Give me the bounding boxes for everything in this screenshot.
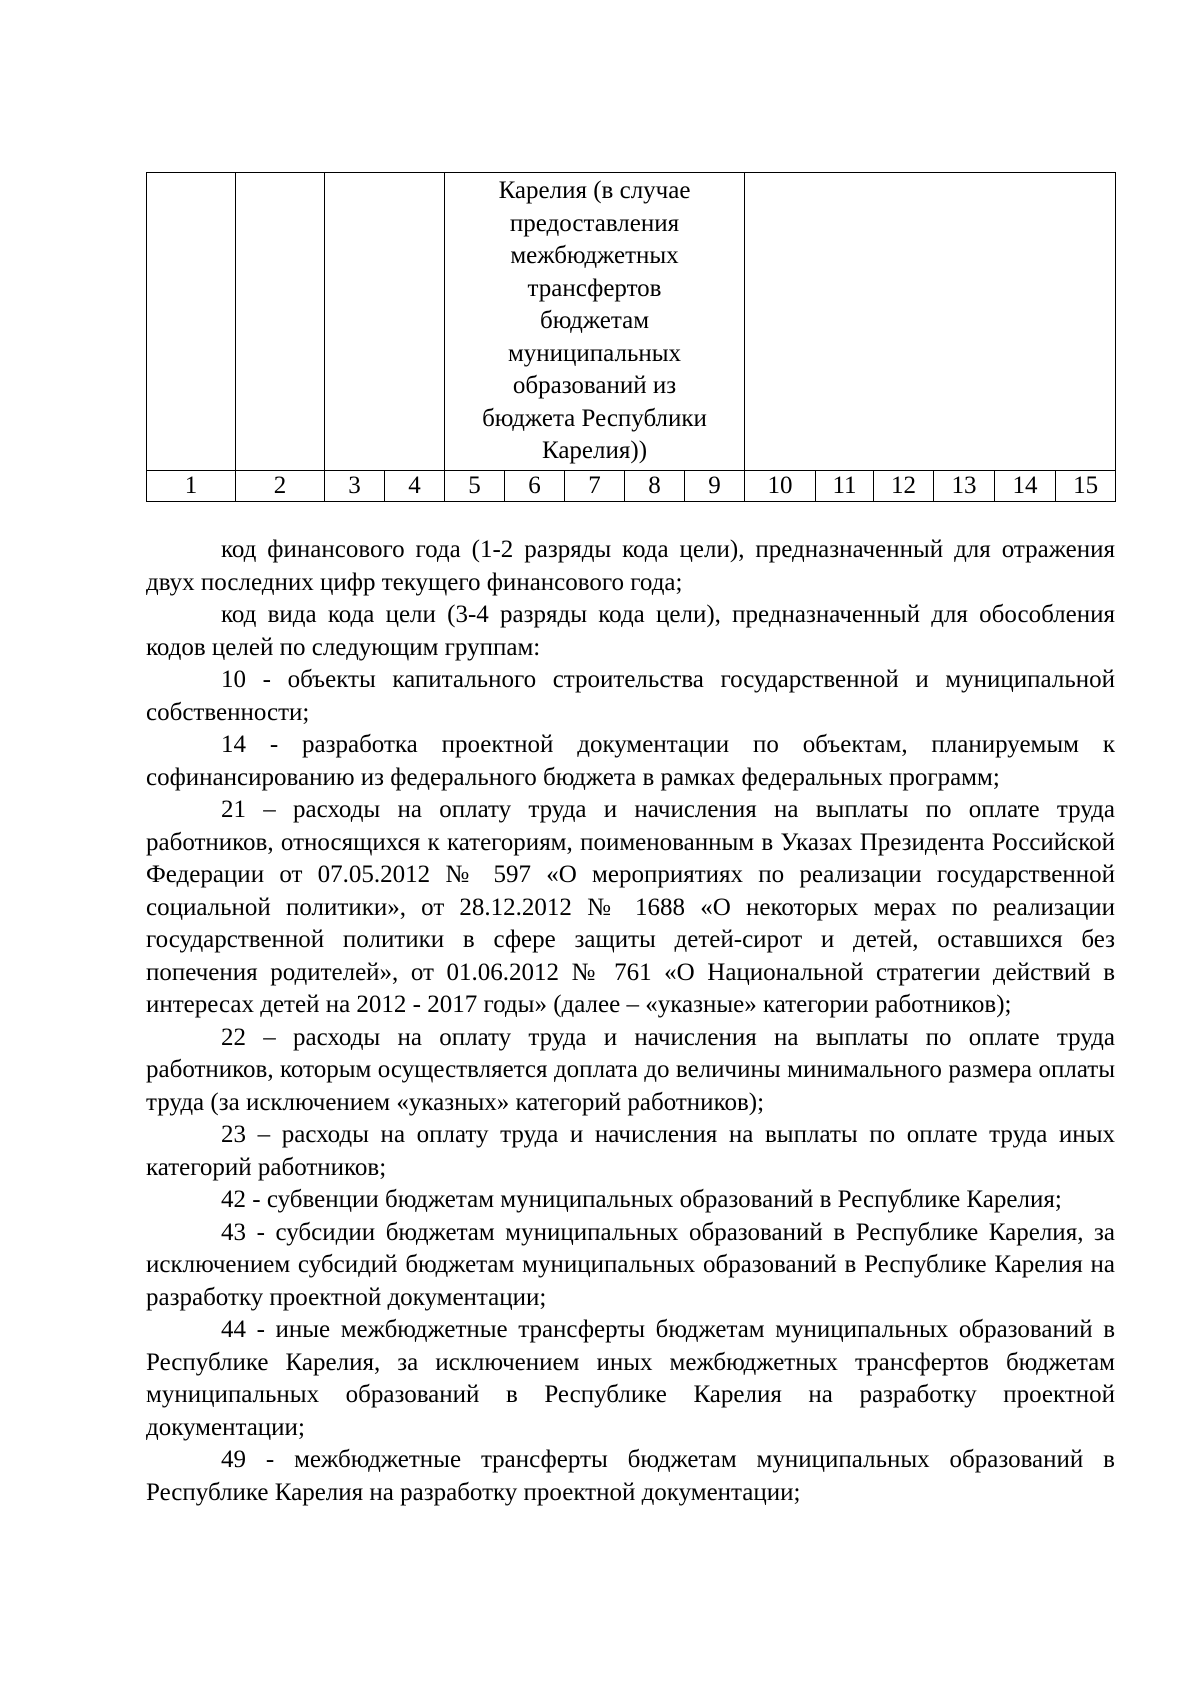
description-line: трансфертов [527,274,662,302]
table-cell-description [445,173,745,471]
column-number: 2 [236,471,325,502]
paragraph-code-23: 23 – расходы на оплату труда и начисления на выплаты по оплате труда иных категорий работников; [146,1121,1115,1181]
description-line: Карелия (в случае [498,177,691,204]
description-line: Карелия)) [541,437,648,464]
paragraph-code-21: 21 – расходы на оплату труда и начисления на выплаты по оплате труда работников, относящихся к категориям, поименованным в Указах Президента Российской Федерации от 07.05.2012 № 597 «О мероприятиях по реализации государственной социальной политики», от 28.12.2012 № 1688 «О некоторых мерах по реализации государственной политики в сфере защиты детей-сирот и детей, оставшихся без попечения родителей», от 01.06.2012 № 761 «О Национальной стратегии действий в интересах детей на 2012 - 2017 годы» (далее – «указные» категории работников); [146,796,1115,1018]
table-cell-empty [745,173,1116,471]
paragraph-code-22: 22 – расходы на оплату труда и начисления на выплаты по оплате труда работников, которым осуществляется доплата до величины минимального размера оплаты труда (за исключением «указных» категорий работников); [146,1023,1115,1116]
description-line: муниципальных [507,339,682,367]
paragraph-code-43: 43 - субсидии бюджетам муниципальных образований в Республике Карелия, за исключением субсидий бюджетам муниципальных образований в Республике Карелия на разработку проектной документации; [146,1218,1115,1311]
description-line: предоставления [509,209,680,237]
paragraph-code-14: 14 - разработка проектной документации по объектам, планируемым к софинансированию из федерального бюджета в рамках федеральных программ; [146,731,1115,791]
column-number: 6 [505,471,565,502]
column-number: 12 [874,471,934,502]
column-number: 9 [685,471,745,502]
column-number: 13 [934,471,995,502]
description-line: бюджета Республики [482,404,707,432]
column-number: 7 [565,471,625,502]
column-number: 15 [1056,471,1116,502]
table-column-number-row [147,471,1116,502]
column-number: 11 [816,471,874,502]
paragraph-code-type: код вида кода цели (3-4 разряды кода цели), предназначенный для обособления кодов целей по следующим группам: [146,601,1115,661]
document-body [146,534,1115,1509]
description-line: бюджетам [539,307,650,334]
paragraph-fiscal-year-code: код финансового года (1-2 разряды кода цели), предназначенный для отражения двух последних цифр текущего финансового года; [146,536,1115,596]
table-cell-empty [236,173,325,471]
column-number: 8 [625,471,685,502]
paragraph-code-10: 10 - объекты капитального строительства государственной и муниципальной собственности; [146,666,1115,726]
column-number: 1 [147,471,236,502]
column-number: 3 [325,471,385,502]
column-number: 14 [995,471,1056,502]
paragraph-code-49: 49 - межбюджетные трансферты бюджетам муниципальных образований в Республике Карелия на разработку проектной документации; [146,1446,1115,1506]
paragraph-code-42: 42 - субвенции бюджетам муниципальных образований в Республике Карелия; [221,1186,1062,1213]
description-line: межбюджетных [510,242,679,269]
column-number: 10 [745,471,816,502]
description-line: образований из [512,372,677,399]
table-header-row [147,173,1116,471]
paragraph-code-44: 44 - иные межбюджетные трансферты бюджетам муниципальных образований в Республике Карелия, за исключением иных межбюджетных трансфертов бюджетам муниципальных образований в Республике Карелия на разработку проектной документации; [146,1316,1115,1441]
codes-table [146,172,1116,502]
table-cell-empty [147,173,236,471]
column-number: 5 [445,471,505,502]
column-number: 4 [385,471,445,502]
table-cell-empty [325,173,445,471]
